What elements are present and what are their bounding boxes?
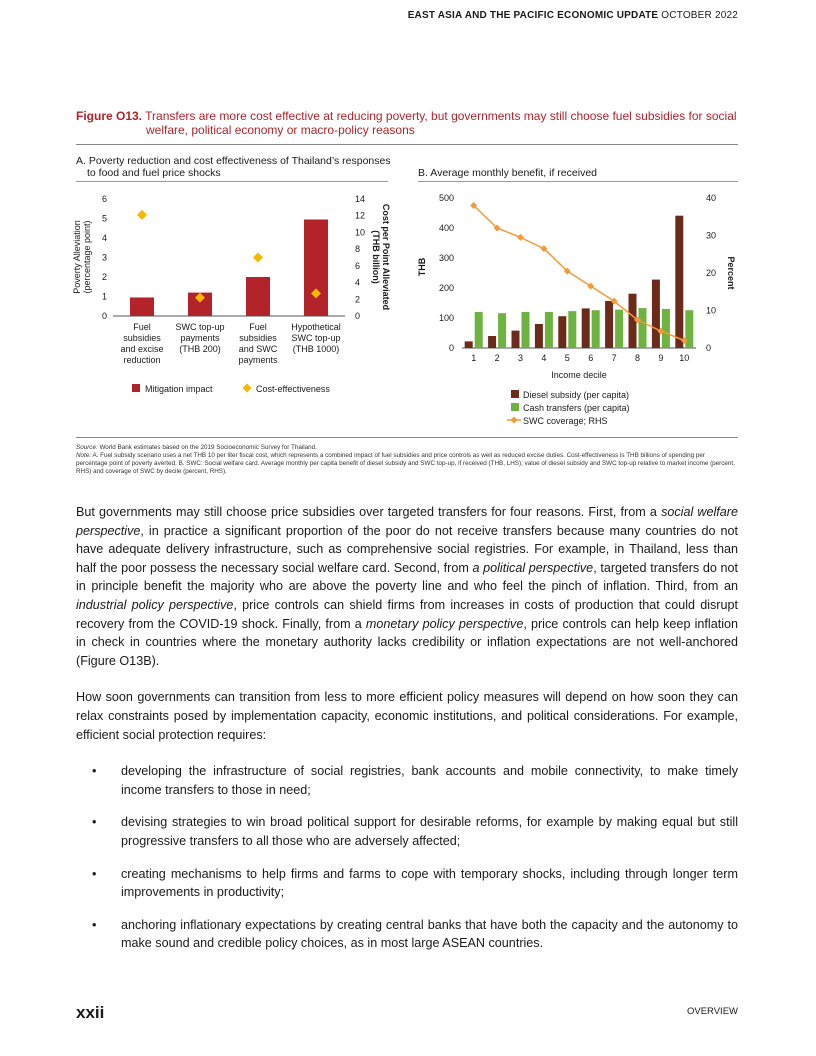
bar-diesel-subsidy [558,316,566,348]
x-tick-label: 4 [541,353,547,363]
body-text-run: But governments may still choose price subsidies over targeted transfers for four reasons. First, from a [76,505,662,519]
chart-panel-a [70,185,400,405]
marker-cost-effectiveness [253,253,263,263]
bullet-item [92,865,738,902]
y-tick-label: 3 [101,252,107,263]
bar-cash-transfers [685,310,693,348]
y-tick-label: 0 [101,311,107,321]
figure-title-line1: Transfers are more cost effective at reducing poverty, but governments may still choose fuel subsidies for social [145,109,737,123]
y-tick-label: 400 [438,223,454,233]
x-tick-label: Fuel subsidies and SWC payments [238,322,278,365]
source-line [76,444,738,452]
page-number: xxii [76,1003,105,1022]
panel-a-title-line1: A. Poverty reduction and cost effectiveness of Thailand’s responses [76,155,391,167]
bullet-item [92,916,738,953]
note-line [76,452,738,476]
source-text: World Bank estimates based on the 2019 Socioeconomic Survey for Thailand. [99,444,317,451]
bullet-text: creating mechanisms to help firms and farms to cope with temporary shocks, including through longer term improvements in productivity; [121,866,738,900]
y2-axis-label: Cost per Point Alleviated(THB billion) [371,203,391,311]
y-axis-label: Poverty Alleviation(percentage point) [72,220,92,294]
x-tick-label: 9 [658,353,664,363]
note-label: Note: [76,452,92,459]
y-tick-label: 300 [438,253,454,263]
legend-swatch-cash [511,403,519,411]
bar-cash-transfers [662,309,670,348]
y-tick-label: 6 [101,194,107,204]
legend-marker-swc [511,417,518,424]
publication-title: EAST ASIA AND THE PACIFIC ECONOMIC UPDATE [407,10,659,21]
legend-label-cash: Cash transfers (per capita) [523,403,630,413]
y2-tick-label: 12 [355,210,366,221]
publication-date: OCTOBER 2022 [661,10,738,21]
figure-bottom-rule [76,437,738,438]
bullet-text: anchoring inflationary expectations by creating central banks that have both the capacity and the autonomy to make sound and credible policy choices, as in most large ASEAN countries. [121,917,738,951]
y2-tick-label: 40 [706,193,717,203]
y-tick-label: 0 [448,343,454,353]
bar-cash-transfers [522,312,530,348]
x-tick-label: 2 [494,353,500,363]
legend-label-mitigation: Mitigation impact [145,384,213,394]
bar-diesel-subsidy [512,331,520,348]
bar-diesel-subsidy [535,324,543,348]
panel-b-rule [418,181,738,182]
bar-cash-transfers [568,311,576,348]
y-tick-label: 1 [101,291,107,302]
figure-label: Figure O13. [76,109,143,123]
bullet-text: devising strategies to win broad political support for desirable reforms, for example by making equal but still progressive transfers to all those who are adversely affected; [121,815,738,848]
y2-tick-label: 4 [355,277,361,288]
note-text: A. Fuel subsidy scenario uses a net THB 10 per liter fiscal cost, which represents a combined impact of fuel subsidies and price controls as well as reduced excise duties. Cost-effectiveness is THB billions of spending per percentage point of poverty averted. B. SWC: Social welfare card. Average monthly per capita benefit of diesel subsidy and SWC top-up, if received (THB, LHS); value of diesel subsidy and SWC top-up relative to market income (percent, RHS) and coverage of SWC by decile (percent, RHS). [76,452,735,475]
y2-axis-label: Percent [726,256,736,290]
emphasis-text: industrial policy perspective [76,597,234,612]
y2-tick-label: 8 [355,244,361,255]
x-tick-label: Hypothetical SWC top-up (THB 1000) [291,322,341,354]
bar-cash-transfers [639,308,647,348]
body-text [76,503,738,967]
panel-a-title [76,155,391,179]
bullet-icon: • [92,815,97,830]
y2-tick-label: 0 [706,343,712,353]
bar-cash-transfers [475,312,483,348]
legend-label-cost-effectiveness: Cost-effectiveness [256,384,330,394]
legend-swatch-diesel [511,390,519,398]
y2-tick-label: 6 [355,260,361,271]
source-label: Source: [76,444,98,451]
bar-mitigation-impact [246,277,270,316]
bar-diesel-subsidy [675,216,683,348]
x-axis-label: Income decile [551,370,607,380]
chart-panel-b [410,185,740,430]
panel-a-rule [76,181,388,182]
panel-a-title-line2: to food and fuel price shocks [87,167,221,179]
panel-b-title: B. Average monthly benefit, if received [418,167,597,179]
legend-label-diesel: Diesel subsidy (per capita) [523,390,630,400]
figure-title-line2: welfare, political economy or macro-policy reasons [146,123,415,137]
body-text-run: , price controls can help keep inflation in check in countries where the monetary authority lacks credibility or inflation expectations are not well-anchored (Figure O13B). [76,616,739,668]
running-header [408,10,738,21]
y-tick-label: 4 [101,233,107,243]
y2-tick-label: 20 [706,268,717,278]
bar-mitigation-impact [304,219,328,316]
bar-cash-transfers [615,310,623,348]
point-swc-coverage [517,234,524,241]
bar-mitigation-impact [130,297,154,316]
y-axis-label: THB [417,257,427,277]
body-text-run: , price controls can shield firms from increases in costs of production that could disrupt recovery from the COVID-19 shock. Finally, from a [76,597,738,631]
bar-cash-transfers [498,313,506,348]
y-tick-label: 100 [438,313,454,323]
body-paragraph-1 [76,503,738,670]
emphasis-text: monetary policy perspective [365,616,524,631]
body-text-run: , targeted transfers do not in principle benefit the majority who are above the poverty line and who feel the pinch of inflation. Third, from an [76,560,739,594]
marker-cost-effectiveness [137,210,147,220]
y2-tick-label: 0 [355,311,361,321]
x-tick-label: 7 [611,353,617,363]
bar-diesel-subsidy [582,308,590,348]
bar-diesel-subsidy [465,341,473,348]
y2-tick-label: 14 [355,194,366,204]
bullet-icon: • [92,917,97,932]
y-tick-label: 5 [101,213,107,224]
y2-tick-label: 10 [706,305,717,316]
bar-cash-transfers [592,310,600,348]
figure-title [76,109,738,137]
bar-diesel-subsidy [652,280,660,348]
bullet-item [92,813,738,850]
legend-marker-cost-effectiveness [243,384,252,393]
bar-diesel-subsidy [605,301,613,348]
x-tick-label: 10 [679,353,690,363]
bullet-icon: • [92,764,97,779]
section-label: OVERVIEW [686,1006,738,1017]
legend-label-swc: SWC coverage; RHS [523,416,608,426]
figure-top-rule [76,144,738,145]
x-tick-label: 5 [564,353,570,363]
body-text-run: , in practice a significant proportion of the poor do not receive transfers because many countries do not have adequate delivery infrastructure, such as comprehensive social registries. For example, in Thailand, less than half the poor possess the necessary social welfare card. Second, from [76,523,738,575]
y-tick-label: 200 [438,283,454,293]
y2-tick-label: 10 [355,227,366,238]
y2-tick-label: 2 [355,294,361,305]
body-paragraph-2: How soon governments can transition from less to more efficient policy measures will depend on how soon they can relax constraints posed by implementation capacity, economic institutions, and political considerations. For example, efficient social protection requires: [76,690,738,742]
bullet-icon: • [92,866,97,881]
bullet-text: developing the infrastructure of social registries, bank accounts and mobile connectivity, to make timely income transfers to those in need; [121,764,738,797]
y2-tick-label: 30 [706,230,717,241]
emphasis-text: social welfare perspective [76,505,739,538]
bar-diesel-subsidy [488,336,496,348]
y-tick-label: 2 [101,272,107,282]
figure-notes [76,444,738,476]
bar-cash-transfers [545,312,553,348]
emphasis-text: a political perspective [472,560,594,575]
legend-swatch-mitigation [132,384,140,392]
x-tick-label: 6 [588,353,594,363]
x-tick-label: SWC top-up payments (THB 200) [175,322,225,354]
x-tick-label: 8 [634,353,641,363]
x-tick-label: 3 [517,353,524,363]
bullet-item [92,762,738,799]
y-tick-label: 500 [438,193,454,203]
x-tick-label: Fuel subsidies and excise reduction [120,322,164,365]
x-tick-label: 1 [471,353,477,363]
